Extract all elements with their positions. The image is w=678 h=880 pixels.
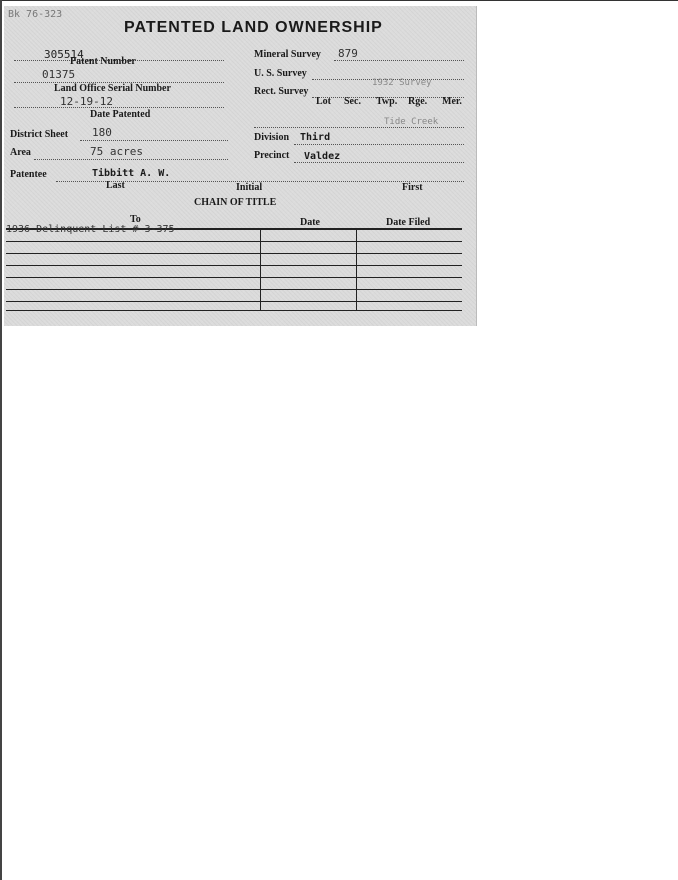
us-survey-label: U. S. Survey [254, 68, 307, 79]
page-left-edge [0, 0, 2, 880]
table-row-rule [6, 241, 462, 242]
table-row-rule [6, 265, 462, 266]
last-name-label: Last [106, 180, 125, 191]
patent-number-label: Patent Number [70, 56, 136, 67]
area-line [34, 159, 228, 160]
patent-number-value: 305514 [44, 48, 84, 61]
date-patented-value: 12-19-12 [60, 95, 113, 108]
rect-survey-line-2 [254, 127, 464, 128]
rect-survey-annotation: 1932 Survey [372, 78, 432, 88]
table-row-rule [6, 289, 462, 290]
precinct-value: Valdez [304, 151, 341, 162]
patentee-value: Tibbitt A. W. [92, 168, 171, 179]
area-label: Area [10, 147, 31, 158]
table-row-rule [6, 301, 462, 302]
district-sheet-line [80, 140, 228, 141]
col-lot: Lot [316, 96, 331, 107]
col-sec: Sec. [344, 96, 361, 107]
table-row-rule [6, 277, 462, 278]
area-value: 75 acres [90, 145, 143, 158]
mineral-survey-label: Mineral Survey [254, 49, 321, 60]
district-sheet-value: 180 [92, 126, 112, 139]
mineral-survey-value: 879 [338, 47, 358, 60]
first-name-label: First [402, 182, 423, 193]
col-rge: Rge. [408, 96, 428, 107]
initial-label: Initial [236, 182, 263, 193]
rect-survey-annotation-2: Tide Creek [384, 117, 439, 127]
rect-survey-label: Rect. Survey [254, 86, 309, 97]
table-bottom-rule [6, 310, 462, 311]
table-row-1-to: 1936 Delinquent List # 3-375 [6, 224, 175, 235]
serial-number-value: 01375 [42, 68, 76, 81]
header-to: To [130, 214, 141, 225]
corner-note: Bk 76-323 [8, 9, 63, 20]
chain-of-title-heading: CHAIN OF TITLE [194, 197, 277, 208]
patentee-label: Patentee [10, 169, 47, 180]
table-row-rule [6, 253, 462, 254]
precinct-label: Precinct [254, 150, 290, 161]
land-ownership-card [4, 6, 477, 326]
table-col-divider-2 [356, 230, 357, 310]
district-sheet-label: District Sheet [10, 129, 69, 140]
col-mer: Mer. [442, 96, 462, 107]
header-date-filed: Date Filed [386, 217, 431, 228]
division-line [294, 144, 464, 145]
division-label: Division [254, 132, 290, 143]
table-col-divider-1 [260, 230, 261, 310]
precinct-line [294, 162, 464, 163]
division-value: Third [300, 132, 331, 143]
page-top-edge [0, 0, 678, 1]
card-title: PATENTED LAND OWNERSHIP [124, 19, 383, 36]
mineral-survey-line [334, 60, 464, 61]
col-twp: Twp. [376, 96, 398, 107]
date-patented-line [14, 107, 224, 108]
date-patented-label: Date Patented [90, 109, 151, 120]
serial-number-label: Land Office Serial Number [54, 83, 171, 94]
header-date: Date [300, 217, 320, 228]
